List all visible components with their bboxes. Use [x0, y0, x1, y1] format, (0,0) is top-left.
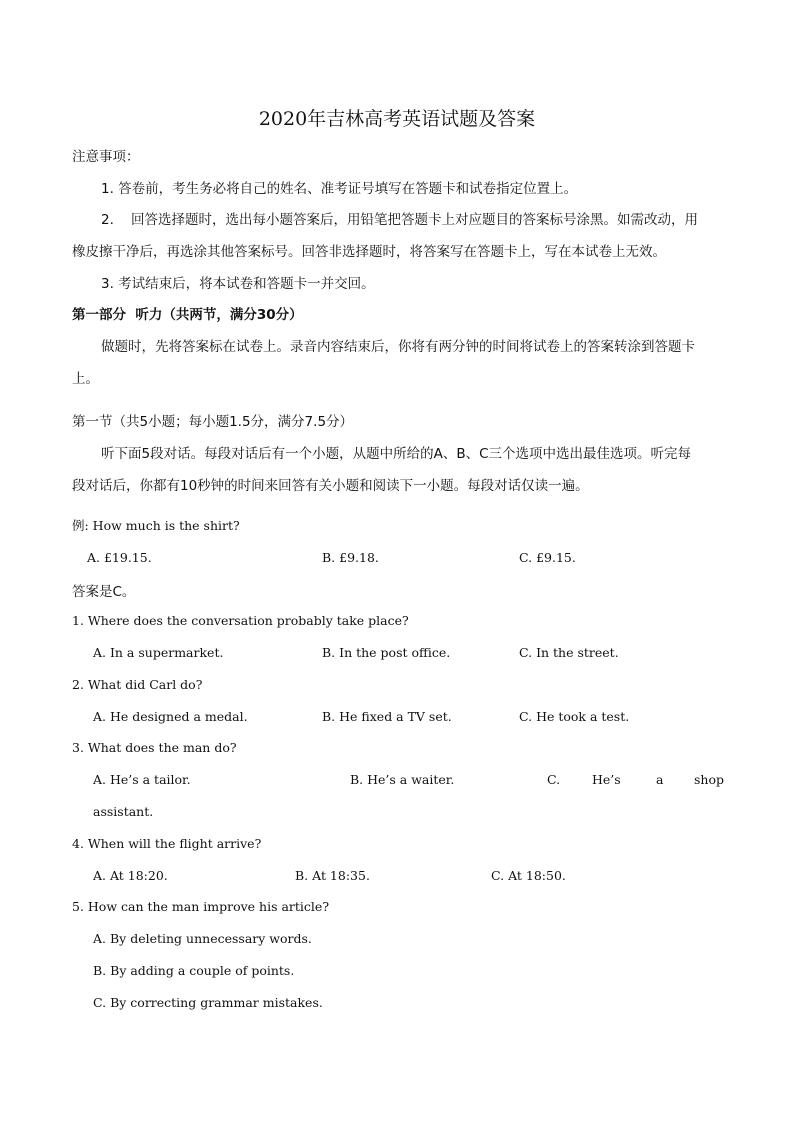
- q1-option-c: C. In the street.: [519, 645, 619, 660]
- q3-option-c-wrap: assistant.: [93, 804, 154, 819]
- q2-option-a: A. He designed a medal.: [93, 709, 248, 724]
- question-5: 5. How can the man improve his article?: [72, 899, 330, 914]
- question-3: 3. What does the man do?: [72, 740, 237, 755]
- notice-item-2-line-2: 橡皮擦干净后，再选涂其他答案标号。回答非选择题时，将答案写在答题卡上，写在本试卷上无效。: [72, 244, 666, 260]
- q1-option-a: A. In a supermarket.: [93, 645, 224, 660]
- q3-option-c-word-1: He’s: [592, 772, 621, 787]
- q4-option-a: A. At 18:20.: [93, 868, 168, 883]
- q1-option-b: B. In the post office.: [322, 645, 451, 660]
- question-4: 4. When will the flight arrive?: [72, 836, 262, 851]
- part1-heading: 第一部分 听力（共两节，满分30分）: [72, 307, 303, 323]
- example-option-a: A. £19.15.: [87, 550, 152, 565]
- q3-option-c-word-3: shop: [694, 772, 724, 787]
- example-answer: 答案是C。: [72, 584, 136, 600]
- q3-option-c-word-2: a: [656, 772, 664, 787]
- example-option-c: C. £9.15.: [519, 550, 576, 565]
- question-1: 1. Where does the conversation probably take place?: [72, 613, 409, 628]
- q3-option-c-letter: C.: [547, 772, 561, 787]
- part1-instructions-line-1: 做题时，先将答案标在试卷上。录音内容结束后，你将有两分钟的时间将试卷上的答案转涂到答题卡: [101, 339, 695, 355]
- notice-item-1: 1. 答卷前，考生务必将自己的姓名、准考证号填写在答题卡和试卷指定位置上。: [101, 181, 578, 197]
- part1-instructions-line-2: 上。: [72, 371, 99, 387]
- section1-instructions-line-2: 段对话后，你都有10秒钟的时间来回答有关小题和阅读下一小题。每段对话仅读一遍。: [72, 478, 589, 494]
- example-question: 例: How much is the shirt?: [72, 518, 240, 533]
- q5-option-c: C. By correcting grammar mistakes.: [93, 995, 323, 1010]
- question-2: 2. What did Carl do?: [72, 677, 203, 692]
- page-title: 2020年吉林高考英语试题及答案: [258, 108, 536, 130]
- q4-option-c: C. At 18:50.: [491, 868, 566, 883]
- section1-instructions-line-1: 听下面5段对话。每段对话后有一个小题，从题中所给的A、B、C三个选项中选出最佳选项。听完每: [101, 446, 692, 462]
- example-option-b: B. £9.18.: [322, 550, 379, 565]
- q2-option-b: B. He fixed a TV set.: [322, 709, 452, 724]
- notice-heading: 注意事项：: [72, 149, 140, 165]
- q5-option-b: B. By adding a couple of points.: [93, 963, 295, 978]
- q4-option-b: B. At 18:35.: [295, 868, 370, 883]
- q5-option-a: A. By deleting unnecessary words.: [93, 931, 312, 946]
- q3-option-a: A. He’s a tailor.: [93, 772, 191, 787]
- notice-item-3: 3. 考试结束后，将本试卷和答题卡一并交回。: [101, 276, 375, 292]
- q3-option-b: B. He’s a waiter.: [350, 772, 455, 787]
- section1-heading: 第一节（共5小题；每小题1.5分，满分7.5分）: [72, 414, 354, 430]
- notice-item-2-line-1: 2. 回答选择题时，选出每小题答案后，用铅笔把答题卡上对应题目的答案标号涂黑。如需改动，用: [101, 212, 699, 228]
- q2-option-c: C. He took a test.: [519, 709, 630, 724]
